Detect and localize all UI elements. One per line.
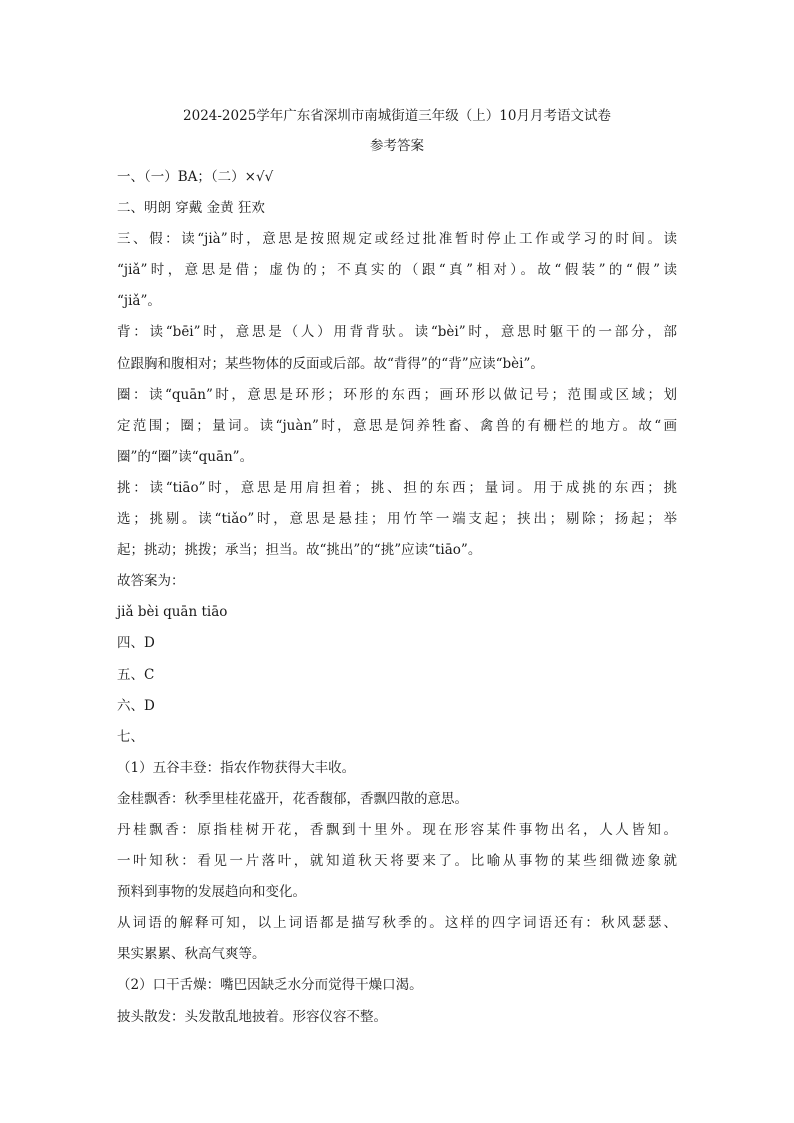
- answer-line: 从词语的解释可知，以上词语都是描写秋季的。这样的四字词语还有：秋风瑟瑟、: [117, 915, 677, 932]
- answer-line: 圈”的“圈”读“quān”。: [117, 448, 254, 465]
- document-subtitle: 参考答案: [370, 138, 424, 154]
- answer-line: 六、D: [117, 697, 155, 714]
- answer-line: （2）口干舌燥：嘴巴因缺乏水分而觉得干燥口渴。: [117, 977, 423, 994]
- answer-line: 背：读“bēi”时，意思是（人）用背背驮。读“bèi”时，意思时躯干的一部分，部: [117, 324, 677, 341]
- answer-line: 挑：读“tiāo”时，意思是用肩担着；挑、担的东西；量词。用于成挑的东西；挑: [117, 479, 677, 496]
- answer-line: 一叶知秋：看见一片落叶，就知道秋天将要来了。比喻从事物的某些细微迹象就: [117, 853, 677, 870]
- answer-line: 一、（一）BA；（二）×√√: [117, 169, 274, 185]
- answer-line: 七、: [117, 728, 144, 745]
- answer-body: [117, 162, 677, 1033]
- answer-line: jiǎ bèi quān tiāo: [117, 604, 228, 621]
- answer-line: 四、D: [117, 635, 155, 652]
- document-title: 2024-2025学年广东省深圳市南城街道三年级（上）10月月考语文试卷: [183, 108, 611, 124]
- answer-line: （1）五谷丰登：指农作物获得大丰收。: [117, 759, 356, 776]
- answer-line: “jiǎ”时，意思是借；虚伪的；不真实的（跟“真”相对）。故“假装”的“假”读: [117, 262, 677, 279]
- answer-line: “jiǎ”。: [117, 293, 161, 310]
- answer-line: 披头散发：头发散乱地披着。形容仪容不整。: [117, 1008, 387, 1025]
- answer-line: 丹桂飘香：原指桂树开花，香飘到十里外。现在形容某件事物出名，人人皆知。: [117, 821, 677, 838]
- answer-line: 圈：读“quān”时，意思是环形；环形的东西；画环形以做记号；范围或区域；划: [117, 386, 677, 403]
- answer-line: 定范围；圈；量词。读“juàn”时，意思是饲养牲畜、禽兽的有栅栏的地方。故“画: [117, 417, 677, 434]
- answer-line: 金桂飘香：秋季里桂花盛开，花香馥郁，香飘四散的意思。: [117, 790, 468, 807]
- answer-line: 果实累累、秋高气爽等。: [117, 946, 266, 963]
- answer-line: 故答案为：: [117, 573, 185, 590]
- answer-line: 五、C: [117, 666, 155, 683]
- answer-line: 三、假：读“jià”时，意思是按照规定或经过批准暂时停止工作或学习的时间。读: [117, 231, 677, 248]
- answer-line: 二、明朗 穿戴 金黄 狂欢: [117, 200, 265, 217]
- answer-line: 位跟胸和腹相对；某些物体的反面或后部。故“背得”的“背”应读“bèi”。: [117, 355, 544, 372]
- answer-line: 预料到事物的发展趋向和变化。: [117, 884, 306, 901]
- answer-line: 起；挑动；挑拨；承当；担当。故“挑出”的“挑”应读“tiāo”。: [117, 542, 482, 559]
- answer-line: 选；挑剔。读“tiǎo”时，意思是悬挂；用竹竿一端支起；挟出；剔除；扬起；举: [117, 511, 677, 528]
